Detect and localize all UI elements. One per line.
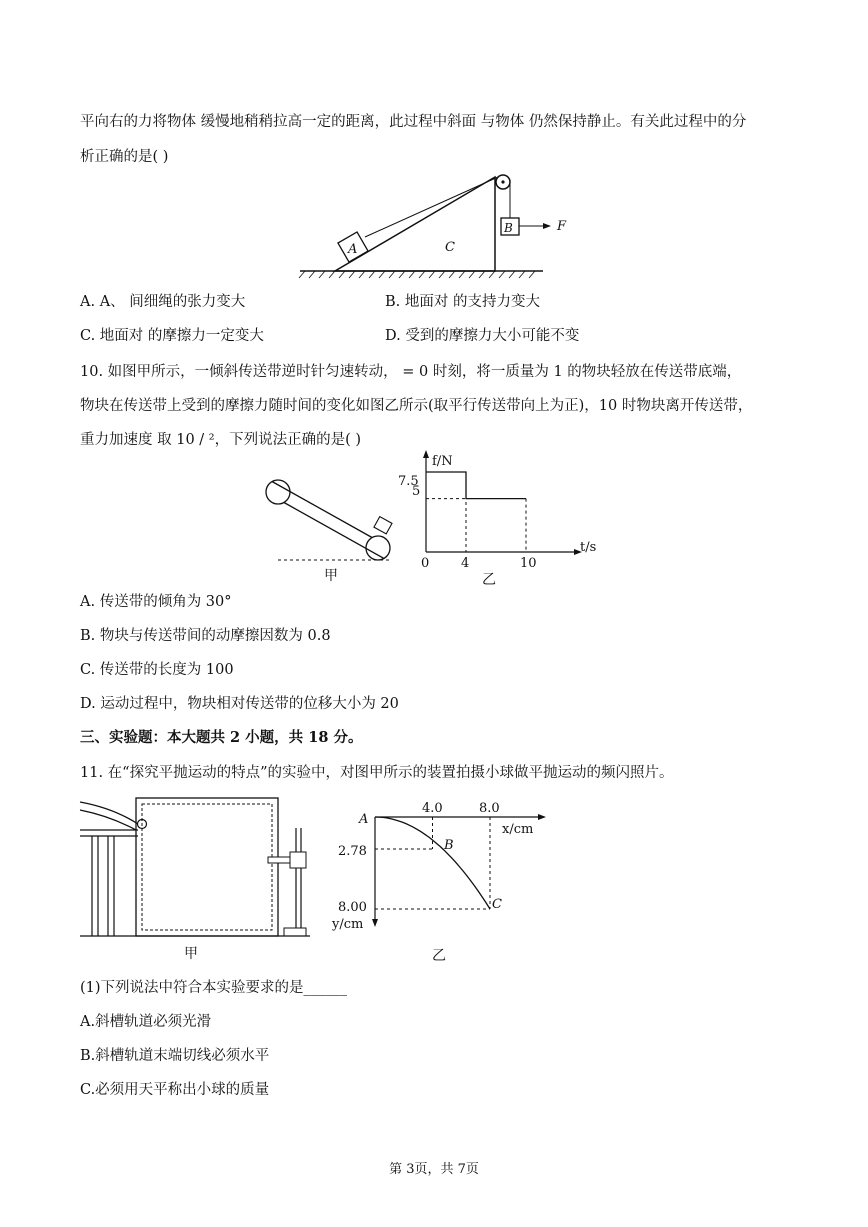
label-c: C <box>445 240 455 255</box>
x-axis-label: x/cm <box>502 822 534 837</box>
label-f: F <box>557 219 567 234</box>
q11-fig-caption-right: 乙 <box>432 948 446 964</box>
x-tick-4: 4.0 <box>422 801 443 816</box>
q10-fig-caption-right: 乙 <box>482 572 496 588</box>
q9-option-a: A. A、 间细绳的张力变大 <box>80 294 246 310</box>
q11-option-c: C.必须用天平称出小球的质量 <box>80 1082 270 1098</box>
q9-option-d: D. 受到的摩擦力大小可能不变 <box>385 328 580 344</box>
q10-text-line2: 物块在传送带上受到的摩擦力随时间的变化如图乙所示(取平行传送带向上为正)，10 时物块离开传送带， <box>80 398 753 414</box>
q10-option-a: A. 传送带的倾角为 30° <box>80 594 232 610</box>
q10-text-line1: 10. 如图甲所示，一倾斜传送带逆时针匀速转动， = 0 时刻，将一质量为 1 的物块轻放在传送带底端， <box>80 364 742 380</box>
q10-text-line3: 重力加速度 取 10 / ²，下列说法正确的是( ) <box>80 432 362 448</box>
trajectory-chart <box>330 795 560 970</box>
apparatus-figure <box>78 790 318 970</box>
x-tick-10: 10 <box>520 556 537 571</box>
y-tick-5: 5 <box>412 484 421 499</box>
y-axis-label: f/N <box>432 454 453 469</box>
q11-option-b: B.斜槽轨道末端切线必须水平 <box>80 1048 270 1064</box>
incline-pulley-figure <box>295 165 575 285</box>
q9-text-line2: 析正确的是( ) <box>80 149 169 165</box>
friction-series-line <box>426 472 526 499</box>
q11-fig-caption-left: 甲 <box>184 946 198 962</box>
section-heading: 三、实验题：本大题共 2 小题，共 18 分。 <box>80 729 363 746</box>
x-tick-8: 8.0 <box>479 801 500 816</box>
q11-sub1: (1)下列说法中符合本实验要求的是______ <box>80 980 348 996</box>
q11-text-line1: 11. 在“探究平抛运动的特点”的实验中，对图甲所示的装置拍摄小球做平抛运动的频闪照片。 <box>80 765 674 781</box>
y-tick-8: 8.00 <box>338 900 367 915</box>
q9-option-b: B. 地面对 的支持力变大 <box>385 294 540 310</box>
x-tick-4: 4 <box>461 556 470 571</box>
point-a-label: A <box>359 812 369 827</box>
q10-fig-caption-left: 甲 <box>324 568 338 584</box>
y-axis-label: y/cm <box>332 917 364 932</box>
point-b-label: B <box>444 838 454 853</box>
label-a: A <box>348 242 358 257</box>
x-axis-label: t/s <box>580 540 597 555</box>
y-tick-7.5: 7.5 <box>398 474 419 489</box>
q9-text-line1: 平向右的力将物体 缓慢地稍稍拉高一定的距离，此过程中斜面 与物体 仍然保持静止。有关此过程中的分 <box>80 114 747 130</box>
q10-option-b: B. 物块与传送带间的动摩擦因数为 0.8 <box>80 628 331 644</box>
q11-option-a: A.斜槽轨道必须光滑 <box>80 1014 212 1030</box>
y-tick-2.78: 2.78 <box>338 844 367 859</box>
q10-option-c: C. 传送带的长度为 100 <box>80 662 234 678</box>
q9-option-c: C. 地面对 的摩擦力一定变大 <box>80 328 264 344</box>
page-footer: 第 3页，共 7页 <box>389 1162 479 1177</box>
x-tick-0: 0 <box>421 556 430 571</box>
label-b: B <box>504 221 513 235</box>
point-c-label: C <box>492 897 502 912</box>
friction-time-chart <box>360 448 610 588</box>
q10-option-d: D. 运动过程中，物块相对传送带的位移大小为 20 <box>80 696 399 712</box>
